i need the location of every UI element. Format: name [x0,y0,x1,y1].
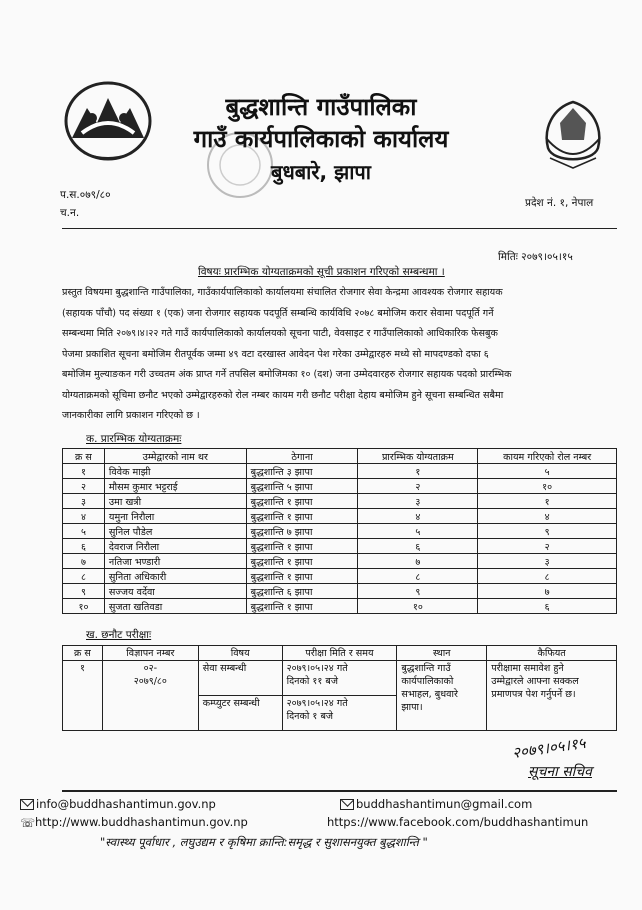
cell-sn: १० [63,599,105,614]
cell-merit: ९ [358,584,478,599]
table-row [63,554,617,569]
cell-merit: २ [358,479,478,494]
cell-merit: ४ [358,509,478,524]
cell-merit: ८ [358,569,478,584]
cell-roll: ३ [478,554,617,569]
body-line: (सहायक पाँचौ) पद संख्या १ (एक) जना रोजगार सहायक पदपूर्ति सम्बन्धि कार्यविधि २०७८ बमोजिम करार सेवामा पदपूर्ति गर्ने [62,307,494,319]
office-name: गाउँ कार्यपालिकाको कार्यालय [193,125,449,153]
cell-sn: ४ [63,509,105,524]
letter-body [62,283,617,428]
cell-sn: २ [63,479,105,494]
phone-icon: ☏ [20,815,36,830]
cell-address: बुद्धशान्ति १ झापा [246,599,358,614]
place-line: झापा। [401,702,423,713]
header-subject: विषय [198,646,282,661]
table-row [63,524,617,539]
body-line: बमोजिम मुल्याङकन गरी उच्चतम अंक प्राप्त गर्ने तपसिल बमोजिमका १० (दश) जना उम्मेदवारहरु रोजगार सहायक पदको प्रारम्भिक [62,369,512,380]
cell-name: नतिजा भण्डारी [104,554,246,569]
remark-line: परीक्षामा समावेश हुने [491,663,564,674]
footer-web [20,815,248,830]
body-line: पेजमा प्रकाशित सूचना बमोजिम रीतपूर्वक जम्मा ४९ वटा दरखास्त आवेदन पेश गरेका उम्मेद्वारहरु मध्ये सो मापदण्डको दफा ६ [62,348,489,360]
ad-number-line: २०७९/८० [133,676,167,687]
footer-slogan: "स्वास्थ्य पूर्वाधार , लघुउद्यम र कृषिमा क्रान्ति:समृद्ध र सुशासनयुक्त बुद्धशान्ति " [100,835,428,849]
email-2-text[interactable]: buddhashantimun@gmail.com [356,797,533,811]
table-header-row [63,646,617,661]
cell-name: उमा खत्री [104,494,246,509]
cell-name: देवराज निरौला [104,539,246,554]
ps-number: प.स.०७९/८० [60,189,111,201]
table2-caption: ख. छनौट परीक्षाः [86,629,152,641]
province: प्रदेश नं. १, नेपाल [525,197,594,209]
cell-ad-number [102,661,198,731]
cell-roll: १ [478,494,617,509]
cell-address: बुद्धशान्ति १ झापा [246,569,358,584]
table-row [63,599,617,614]
letter-date: मितिः २०७९।०५।१५ [498,251,573,263]
mail-icon [340,799,354,810]
cell-sn: ७ [63,554,105,569]
header-place: स्थान [397,646,487,661]
remark-line: प्रमाणपत्र पेश गर्नुपर्ने छ। [491,689,576,700]
header-divider [62,228,617,229]
cell-roll: १० [478,479,617,494]
header-exam-time: परीक्षा मिति र समय [282,646,397,661]
header-merit: प्रारम्भिक योग्यताक्रम [358,449,478,464]
cell-merit: ३ [358,494,478,509]
cell-address: बुद्धशान्ति ६ झापा [246,584,358,599]
table1-caption: क. प्रारम्भिक योग्यताक्रमः [86,433,182,445]
table-row [63,661,617,696]
header-remark: कैफियत [487,646,617,661]
body-line: प्रस्तुत विषयमा बुद्धशान्ति गाउँपालिका, गाउँकार्यपालिकाको कार्यालयमा संचालित रोजगार सेवा केन्द्रमा आवश्यक रोजगार सहायक [62,287,503,298]
letter-subject: विषयः प्रारम्भिक योग्यताक्रमको सूची प्रकाशन गरिएको सम्बन्धमा । [198,266,445,278]
cell-place [397,661,487,731]
facebook-text[interactable]: https://www.facebook.com/buddhashantimun [327,815,589,829]
place-line: सभाहल, बुधवारे [401,689,458,700]
cell-roll: ६ [478,599,617,614]
exam-time-line: दिनको ११ बजे [286,676,339,687]
ad-number-line: ०२- [143,663,158,674]
table-row [63,479,617,494]
cell-roll: ५ [478,464,617,479]
email-1-text[interactable]: info@buddhashantimun.gov.np [36,797,216,811]
cell-address: बुद्धशान्ति १ झापा [246,509,358,524]
remark-line: उम्मेद्वारले आफ्ना सक्कल [491,676,579,687]
cell-name: सुनिता अधिकारी [104,569,246,584]
cell-sn: ९ [63,584,105,599]
cell-name: यमुना निरौला [104,509,246,524]
cell-roll: ७ [478,584,617,599]
table-header-row [63,449,617,464]
signature-title: सूचना सचिव [528,764,592,780]
mail-icon [20,799,34,810]
signature-date: २०७९।०५।१५ [511,733,587,763]
cell-sn: ६ [63,539,105,554]
table-row [63,464,617,479]
table-row [63,509,617,524]
table-body [63,464,617,614]
cell-sn: १ [63,464,105,479]
cell-address: बुद्धशान्ति १ झापा [246,539,358,554]
table-row [63,569,617,584]
cell-merit: ६ [358,539,478,554]
cell-roll: ४ [478,509,617,524]
cell-remark [487,661,617,731]
exam-time-line: २०७९।०५।२४ गते [286,663,348,674]
cell-subject: कम्प्युटर सम्बन्धी [198,696,282,731]
selection-exam-table [62,645,617,731]
cn-number: च.न. [60,207,80,219]
cell-exam-time [282,661,397,696]
cell-name: मौसम कुमार भट्टराई [104,479,246,494]
table-row [63,584,617,599]
cell-roll: ८ [478,569,617,584]
cell-roll: ९ [478,524,617,539]
cell-address: बुद्धशान्ति ५ झापा [246,479,358,494]
table-row [63,494,617,509]
place-line: बुद्धशान्ति गाउँ [401,663,451,674]
footer-divider [62,790,617,792]
cell-sn: ३ [63,494,105,509]
org-name: बुद्धशान्ति गाउँपालिका [225,93,417,121]
cell-merit: १० [358,599,478,614]
cell-merit: ७ [358,554,478,569]
header-sn: क्र स [63,449,105,464]
footer-email-2 [340,797,532,811]
footer-email-1 [20,797,216,811]
exam-time-line: दिनको १ बजे [286,711,334,722]
place-line: कार्यपालिकाको [401,676,454,687]
header-address: ठेगाना [246,449,358,464]
exam-time-line: २०७९।०५।२४ गते [286,698,348,709]
cell-exam-time [282,696,397,731]
header-ad-number: विज्ञापन नम्बर [102,646,198,661]
header-name: उम्मेद्वारको नाम थर [104,449,246,464]
cell-roll: २ [478,539,617,554]
cell-address: बुद्धशान्ति १ झापा [246,554,358,569]
cell-subject: सेवा सम्बन्धी [198,661,282,696]
cell-address: बुद्धशान्ति ३ झापा [246,464,358,479]
cell-name: विवेक माझी [104,464,246,479]
footer-facebook [327,815,588,829]
location: बुधबारे, झापा [271,160,371,184]
cell-merit: १ [358,464,478,479]
cell-sn: १ [63,661,103,731]
cell-name: सुजता खतिवडा [104,599,246,614]
cell-merit: ५ [358,524,478,539]
cell-address: बुद्धशान्ति ७ झापा [246,524,358,539]
cell-name: सज्जय वर्देवा [104,584,246,599]
cell-name: सुनिल पौडेल [104,524,246,539]
cell-address: बुद्धशान्ति १ झापा [246,494,358,509]
cell-sn: ५ [63,524,105,539]
header-roll: कायम गरिएको रोल नम्बर [478,449,617,464]
web-text[interactable]: http://www.buddhashantimun.gov.np [35,815,248,829]
body-line: योग्यताक्रमको सूचिमा छनौट भएको उम्मेद्वारहरुको रोल नम्बर कायम गरी छनौट परीक्षा देहाय बमोजिम हुने सूचना सम्बन्धित सबैमा [62,389,504,401]
preliminary-merit-table [62,448,617,614]
body-line: सम्बन्धमा मिति २०७९।४।२२ गते गाउँ कार्यपालिकाको कार्यालयको सूचना पाटी, वेवसाइट र गाउँपालिकाको आधिकारिक फेसबुक [62,328,498,339]
body-line: जानकारीका लागि प्रकाशन गरिएको छ । [62,410,200,421]
table-row [63,539,617,554]
header-sn: क्र स [63,646,103,661]
cell-sn: ८ [63,569,105,584]
